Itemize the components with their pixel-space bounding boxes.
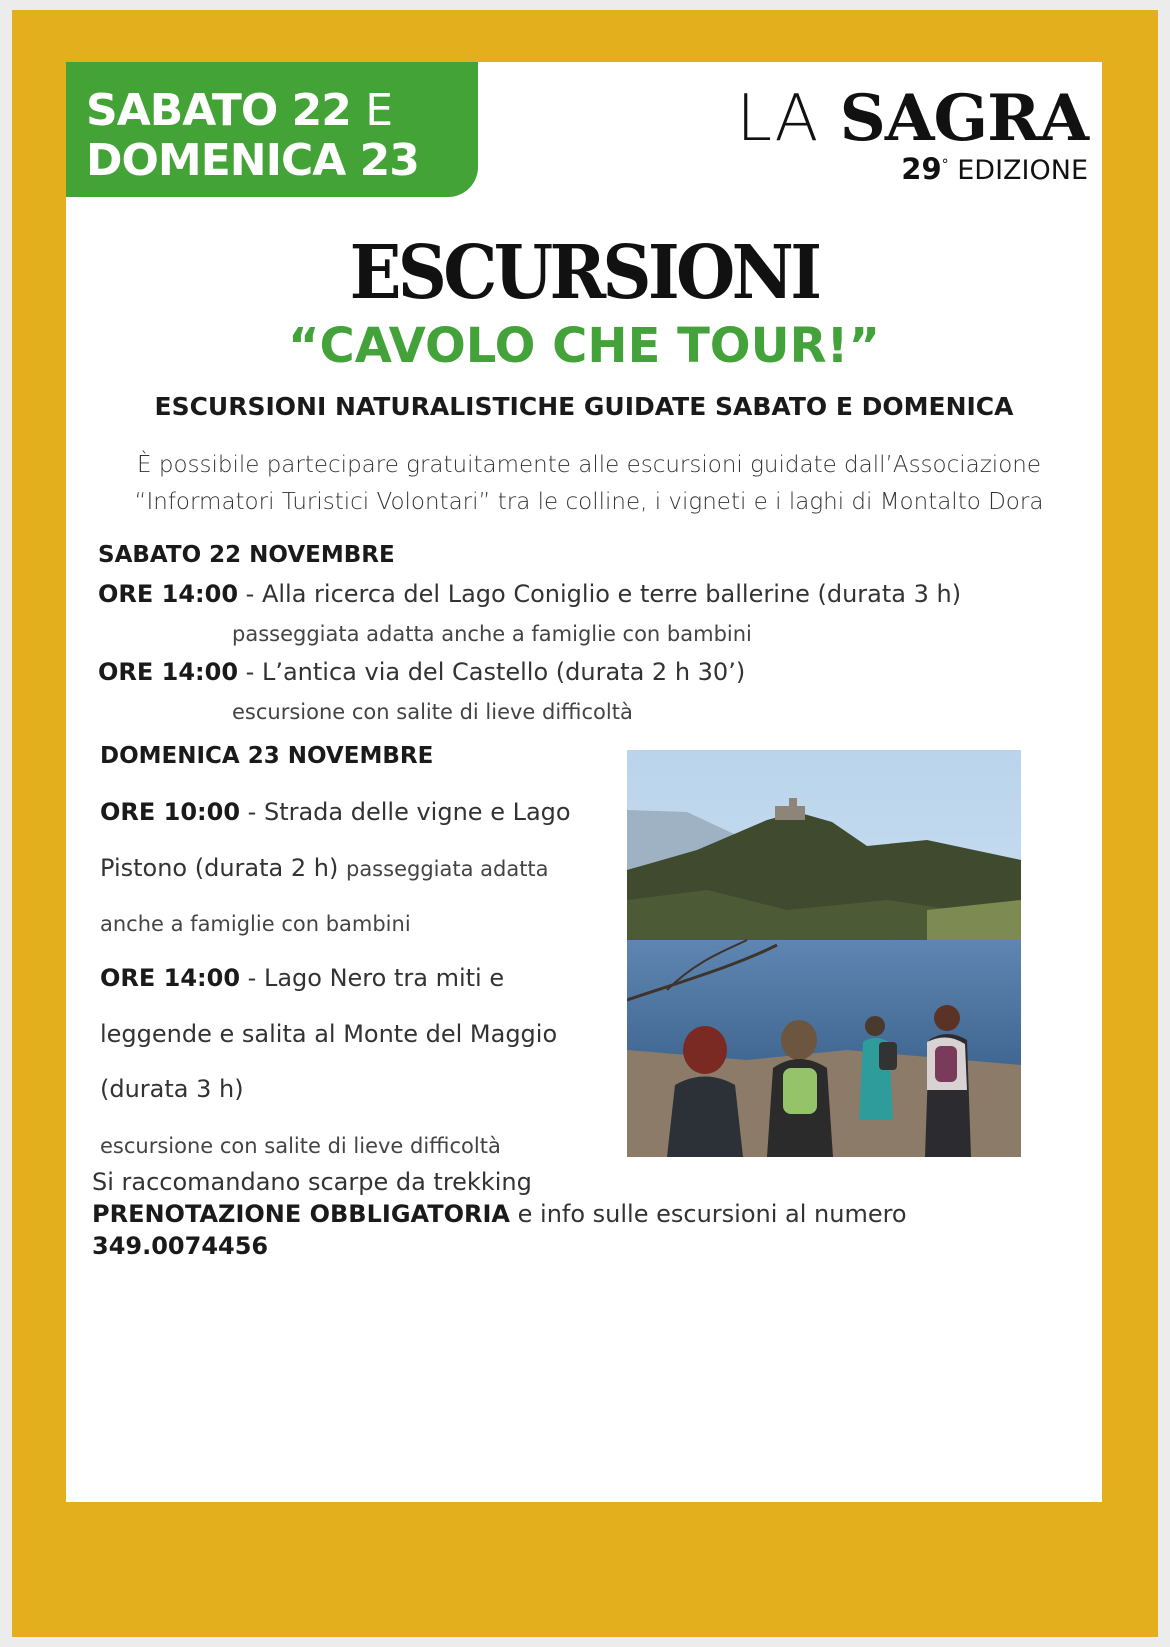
- sunday-event-1-line1: [100, 798, 571, 826]
- poster-sheet: [66, 62, 1102, 1502]
- date-badge: [66, 62, 478, 197]
- edition-text: EDIZIONE: [957, 155, 1088, 186]
- badge-line1: SABATO 22: [86, 85, 351, 136]
- intro-paragraph: È possibile partecipare gratuitamente alle escursioni guidate dall’Associazione “Informatori Turistici Volontari” tra le colline, i vigneti e i laghi di Montalto Dora: [134, 452, 1044, 515]
- saturday-event-2: [98, 658, 745, 686]
- event-description-cont: Pistono (durata 2 h): [100, 854, 339, 882]
- saturday-event-1-note: passeggiata adatta anche a famiglie con bambini: [232, 622, 752, 646]
- edition-number: 29: [901, 152, 942, 186]
- booking-line: [92, 1200, 907, 1228]
- sunday-event-1-line2: [100, 854, 549, 882]
- sunday-event-1-line3: anche a famiglie con bambini: [100, 912, 411, 936]
- shoes-recommendation: Si raccomandano scarpe da trekking: [92, 1168, 532, 1196]
- hikers-lake-photo: [627, 750, 1021, 1157]
- booking-info: e info sulle escursioni al numero: [517, 1200, 907, 1228]
- sunday-event-2-line3: (durata 3 h): [100, 1075, 244, 1103]
- saturday-event-1: [98, 580, 961, 608]
- hikers-lake-illustration: [627, 750, 1021, 1157]
- page-title: ESCURSIONI: [349, 230, 819, 316]
- event-time: ORE 10:00: [100, 798, 241, 826]
- sunday-event-2-line1: [100, 964, 504, 992]
- phone-number: 349.0074456: [92, 1232, 269, 1260]
- event-time: ORE 14:00: [98, 658, 239, 686]
- sunday-event-2-line2: leggende e salita al Monte del Maggio: [100, 1020, 558, 1048]
- poster-frame: [12, 10, 1158, 1637]
- saturday-heading: SABATO 22 NOVEMBRE: [98, 542, 395, 568]
- badge-line2: DOMENICA 23: [86, 135, 419, 186]
- event-time: ORE 14:00: [98, 580, 239, 608]
- logo-la: LA: [736, 82, 820, 156]
- event-note: passeggiata adatta: [345, 857, 549, 881]
- event-description: - L’antica via del Castello (durata 2 h 30’): [245, 658, 746, 686]
- event-time: ORE 14:00: [100, 964, 241, 992]
- logo-sagra: SAGRA: [839, 81, 1088, 156]
- tour-subtitle: “CAVOLO CHE TOUR!”: [288, 318, 880, 374]
- section-kicker: ESCURSIONI NATURALISTICHE GUIDATE SABATO E DOMENICA: [154, 392, 1014, 421]
- badge-conjunction: E: [365, 85, 393, 136]
- event-logo: [736, 82, 1088, 186]
- event-description: - Alla ricerca del Lago Coniglio e terre ballerine (durata 3 h): [245, 580, 962, 608]
- event-description: - Strada delle vigne e Lago: [247, 798, 571, 826]
- saturday-event-2-note: escursione con salite di lieve difficoltà: [232, 700, 633, 724]
- booking-required: PRENOTAZIONE OBBLIGATORIA: [92, 1200, 510, 1228]
- edition-label: [736, 152, 1088, 186]
- sunday-heading: DOMENICA 23 NOVEMBRE: [100, 743, 434, 769]
- event-description: - Lago Nero tra miti e: [247, 964, 505, 992]
- sunday-event-2-note: escursione con salite di lieve difficoltà: [100, 1134, 501, 1158]
- edition-degree: °: [941, 157, 949, 173]
